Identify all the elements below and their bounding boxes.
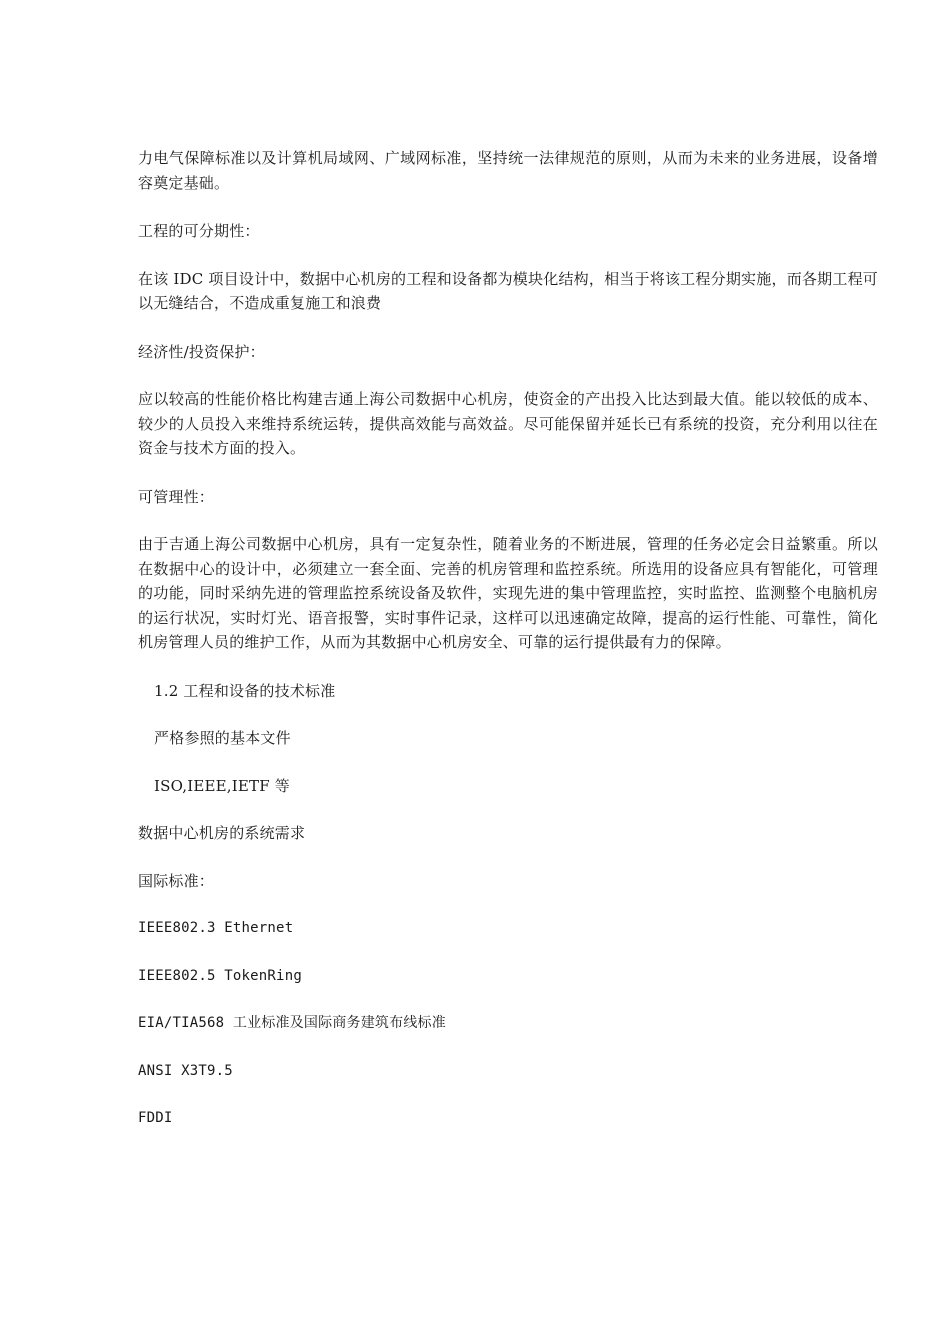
standard-eia-tia568: EIA/TIA568 工业标准及国际商务建筑布线标准: [138, 1015, 446, 1031]
standard-fddi: FDDI: [138, 1110, 173, 1126]
paragraph-cost-performance: 应以较高的性能价格比构建吉通上海公司数据中心机房，使资金的产出投入比达到最大值。能以较低的成本、较少的人员投入来维持系统运转，提供高效能与高效益。尽可能保留并延长已有系统的投资，充分利用以往在资金与技术方面的投入。: [138, 390, 878, 457]
section-heading-tech-standards: 1.2 工程和设备的技术标准: [154, 681, 336, 700]
standard-ansi-x3t9-5: ANSI X3T9.5: [138, 1062, 233, 1079]
paragraph-management-monitoring: 由于吉通上海公司数据中心机房，具有一定复杂性，随着业务的不断进展，管理的任务必定会日益繁重。所以在数据中心的设计中，必须建立一套全面、完善的机房管理和监控系统。所选用的设备应具有智能化，可管理的功能，同时采纳先进的管理监控系统设备及软件，实现先进的集中管理监控，实时监控、监测整个电脑机房的运行状况，实时灯光、语音报警，实时事件记录，这样可以迅速确定故障，提高的运行性能、可靠性，简化机房管理人员的维护工作，从而为其数据中心机房安全、可靠的运行提供最有力的保障。: [138, 535, 878, 651]
heading-international-standards: 国际标准：: [138, 871, 215, 890]
document-page: [138, 146, 878, 1154]
heading-economy-investment: 经济性/投资保护：: [138, 342, 265, 361]
heading-phased-engineering: 工程的可分期性：: [138, 222, 260, 240]
heading-manageability: 可管理性：: [138, 487, 215, 506]
paragraph-iso-ieee-ietf: ISO,IEEE,IETF 等: [154, 776, 290, 795]
paragraph-modular-design: 在该 IDC 项目设计中，数据中心机房的工程和设备都为模块化结构，相当于将该工程分期实施，而各期工程可以无缝结合，不造成重复施工和浪费: [138, 269, 878, 312]
paragraph-reference-documents: 严格参照的基本文件: [154, 729, 291, 747]
standard-ieee802-3: IEEE802.3 Ethernet: [138, 920, 294, 936]
standard-ieee802-5: IEEE802.5 TokenRing: [138, 967, 302, 984]
paragraph-power-standards: 力电气保障标准以及计算机局域网、广域网标准，坚持统一法律规范的原则，从而为未来的业务进展，设备增容奠定基础。: [138, 149, 878, 192]
heading-system-requirements: 数据中心机房的系统需求: [138, 824, 306, 842]
